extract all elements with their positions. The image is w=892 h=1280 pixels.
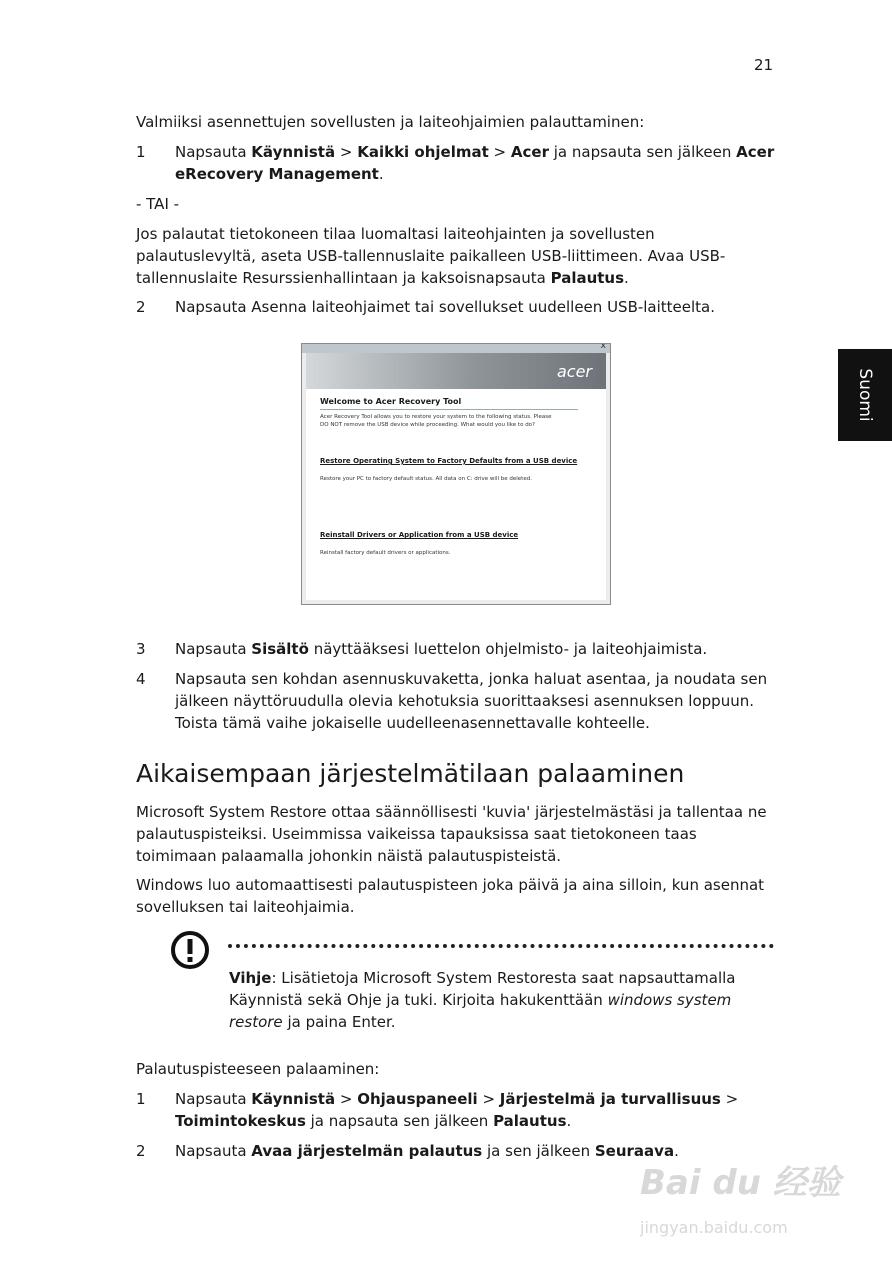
restore-step-1-text: Napsauta Käynnistä > Ohjauspaneeli > Järjestelmä ja turvallisuus > Toimintokeskus ja napsauta sen jälkeen Palautus. — [175, 1090, 739, 1130]
dotted-divider — [228, 944, 774, 948]
reinstall-drivers-link[interactable]: Reinstall Drivers or Application from a USB device — [320, 531, 519, 539]
reinstall-drivers-description: Reinstall factory default drivers or applications. — [320, 550, 451, 556]
usb-paragraph: Jos palautat tietokoneen tilaa luomaltasi laiteohjainten ja sovellusten palautuslevyltä, aseta USB-tallennuslaite paikalleen USB-liittimeen. Avaa USB-tallennuslaite Resurssienhallintaan ja kaksoisnapsauta Palautus. — [136, 225, 726, 287]
restore-step-2-text: Napsauta Avaa järjestelmän palautus ja sen jälkeen Seuraava. — [175, 1142, 679, 1160]
step-number: 3 — [136, 640, 146, 658]
hint-text: Vihje: Lisätietoja Microsoft System Restoresta saat napsauttamalla Käynnistä sekä Ohje ja tuki. Kirjoita hakukenttään windows system restore ja paina Enter. — [229, 969, 736, 1031]
dialog-title: Welcome to Acer Recovery Tool — [320, 397, 462, 406]
intro-text: Valmiiksi asennettujen sovellusten ja laiteohjaimien palauttaminen: — [136, 113, 645, 131]
side-tab-label: Suomi — [855, 368, 875, 422]
step-4-text: Napsauta sen kohdan asennuskuvaketta, jonka haluat asentaa, ja noudata sen jälkeen näyttöruudulla olevia kehotuksia suorittaaksesi asennuksen loppuun. Toista tämä vaihe jokaiselle uudelleenasennettavalle kohteelle. — [175, 670, 768, 732]
paragraph-restore-points: Windows luo automaattisesti palautuspisteen joka päivä ja aina silloin, kun asennat sovelluksen tai laiteohjaimia. — [136, 876, 765, 916]
window-banner — [306, 353, 606, 389]
recovery-tool-screenshot — [301, 343, 611, 605]
acer-logo: acer — [556, 362, 592, 381]
language-side-tab — [838, 349, 892, 441]
page-number: 21 — [754, 56, 774, 74]
step-2-text: Napsauta Asenna laiteohjaimet tai sovellukset uudelleen USB-laitteelta. — [175, 298, 716, 316]
step-number: 1 — [136, 143, 146, 161]
section-heading: Aikaisempaan järjestelmätilaan palaaminen — [136, 759, 685, 788]
warning-icon — [170, 930, 210, 970]
step-number: 4 — [136, 670, 146, 688]
baidu-watermark-logo: Bai du 经验 — [640, 1163, 841, 1203]
step-number: 2 — [136, 298, 146, 316]
baidu-watermark-url: jingyan.baidu.com — [640, 1218, 788, 1237]
window-body — [306, 389, 606, 600]
step-3-text: Napsauta Sisältö näyttääksesi luettelon ohjelmisto- ja laiteohjaimista. — [175, 640, 708, 658]
restore-intro-text: Palautuspisteeseen palaaminen: — [136, 1060, 380, 1078]
step-1-text: Napsauta Käynnistä > Kaikki ohjelmat > Acer ja napsauta sen jälkeen Acer eRecovery Management. — [175, 143, 775, 183]
divider — [320, 409, 578, 410]
restore-os-link[interactable]: Restore Operating System to Factory Defaults from a USB device — [320, 457, 578, 465]
dialog-description: Acer Recovery Tool allows you to restore your system to the following status. Please DO NOT remove the USB device while proceeding. What would you like to do? — [320, 414, 552, 428]
step-number: 1 — [136, 1090, 146, 1108]
close-icon: x — [600, 343, 606, 351]
restore-os-description: Restore your PC to factory default status. All data on C: drive will be deleted. — [320, 476, 532, 482]
step-number: 2 — [136, 1142, 146, 1160]
paragraph-system-restore: Microsoft System Restore ottaa säännöllisesti 'kuvia' järjestelmästäsi ja tallentaa ne palautuspisteiksi. Useimmissa vaikeissa tapauksissa saat tietokoneen taas toimimaan palaamalla johonkin näistä palautuspisteistä. — [136, 803, 767, 865]
window-titlebar — [302, 344, 610, 353]
or-separator: - TAI - — [136, 195, 180, 213]
